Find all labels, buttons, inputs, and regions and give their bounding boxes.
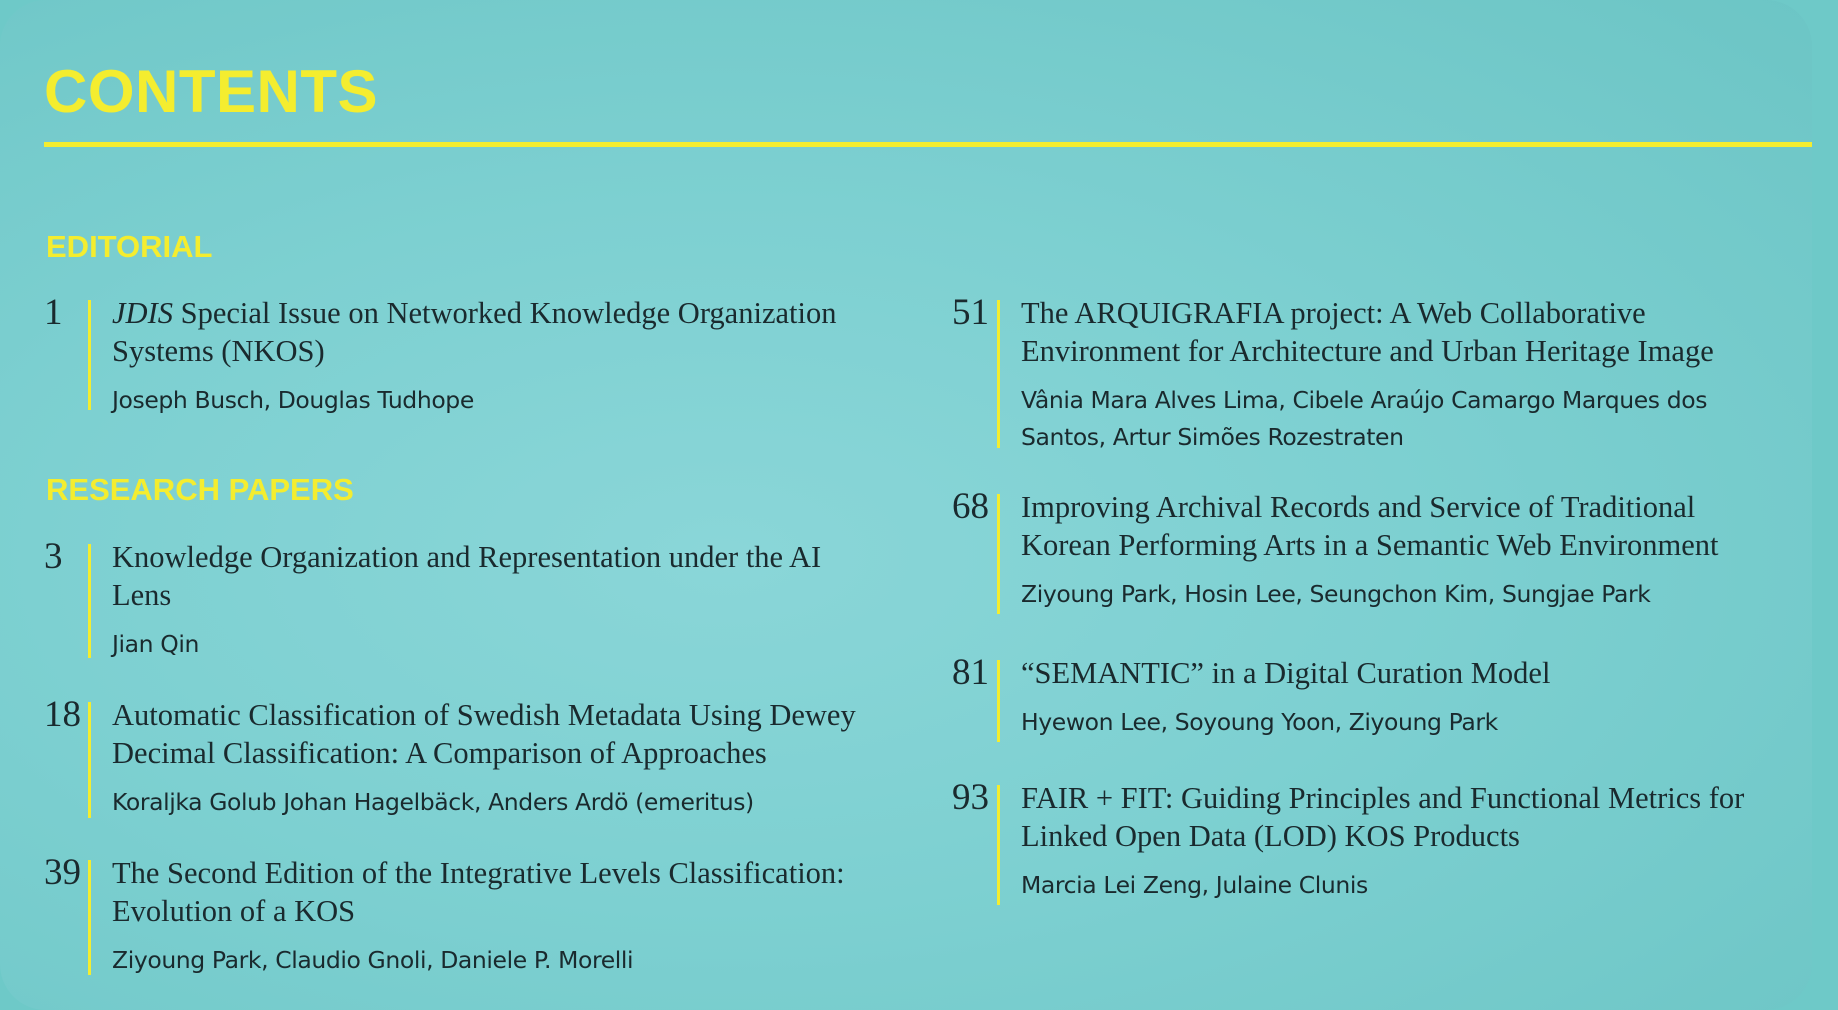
toc-entry[interactable]: [952, 779, 1802, 905]
entry-title[interactable]: Automatic Classification of Swedish Metadata Using Dewey Decimal Classification: A Comparison of Approaches: [112, 698, 856, 770]
entry-authors: Hyewon Lee, Soyoung Yoon, Ziyoung Park: [1021, 708, 1498, 736]
entry-body: [1021, 294, 1781, 456]
entry-divider: [88, 300, 91, 410]
toc-entry[interactable]: [44, 538, 944, 658]
toc-entry[interactable]: [952, 488, 1802, 614]
entry-title[interactable]: The Second Edition of the Integrative Levels Classification: Evolution of a KOS: [112, 856, 845, 928]
entry-authors: Koraljka Golub Johan Hagelbäck, Anders Ardö (emeritus): [112, 788, 754, 816]
toc-entry[interactable]: [952, 654, 1802, 742]
entry-body: [1021, 488, 1781, 613]
entry-body: [1021, 779, 1781, 904]
page-number: 93: [952, 777, 989, 818]
section-heading-research: RESEARCH PAPERS: [46, 472, 354, 507]
toc-entry[interactable]: [44, 854, 944, 975]
page-number: 68: [952, 486, 989, 527]
entry-authors: Ziyoung Park, Claudio Gnoli, Daniele P. Morelli: [112, 946, 634, 974]
entry-divider: [88, 544, 91, 658]
entry-authors: Vânia Mara Alves Lima, Cibele Araújo Camargo Marques dos Santos, Artur Simões Rozestraten: [1021, 386, 1708, 451]
entry-title[interactable]: Improving Archival Records and Service of Traditional Korean Performing Arts in a Semantic Web Environment: [1021, 490, 1719, 562]
section-heading-editorial: EDITORIAL: [46, 229, 213, 264]
entry-body: [1021, 654, 1781, 741]
entry-body: [112, 538, 932, 663]
toc-entry[interactable]: [952, 292, 1802, 451]
entry-authors: Marcia Lei Zeng, Julaine Clunis: [1021, 871, 1368, 899]
page-number: 18: [44, 694, 81, 735]
entry-body: [112, 696, 932, 821]
entry-divider: [88, 702, 91, 818]
entry-authors: Joseph Busch, Douglas Tudhope: [112, 386, 474, 414]
entry-divider: [997, 785, 1000, 905]
entry-authors: Ziyoung Park, Hosin Lee, Seungchon Kim, Sungjae Park: [1021, 580, 1651, 608]
entry-title[interactable]: The ARQUIGRAFIA project: A Web Collaborative Environment for Architecture and Urban Heritage Image: [1021, 296, 1714, 368]
entry-divider: [997, 660, 1000, 742]
page-number: 51: [952, 292, 989, 333]
entry-body: [112, 854, 932, 979]
entry-divider: [88, 860, 91, 975]
page-number: 81: [952, 652, 989, 693]
entry-title[interactable]: “SEMANTIC” in a Digital Curation Model: [1021, 656, 1551, 690]
entry-authors: Jian Qin: [112, 630, 199, 658]
entry-body: [112, 294, 932, 419]
title-underline: [44, 142, 1812, 147]
entry-divider: [997, 300, 1000, 448]
entry-title[interactable]: Knowledge Organization and Representation under the AI Lens: [112, 540, 822, 612]
toc-entry[interactable]: [44, 292, 944, 414]
page-number: 3: [44, 536, 63, 577]
page-number: 1: [44, 292, 63, 333]
page-title: CONTENTS: [44, 58, 378, 125]
journal-abbrev: JDIS: [112, 296, 173, 330]
toc-entry[interactable]: [44, 696, 944, 818]
entry-title[interactable]: FAIR + FIT: Guiding Principles and Functional Metrics for Linked Open Data (LOD) KOS Products: [1021, 781, 1745, 853]
entry-title[interactable]: JDIS Special Issue on Networked Knowledge Organization Systems (NKOS): [112, 296, 837, 368]
page-number: 39: [44, 852, 81, 893]
entry-divider: [997, 494, 1000, 614]
